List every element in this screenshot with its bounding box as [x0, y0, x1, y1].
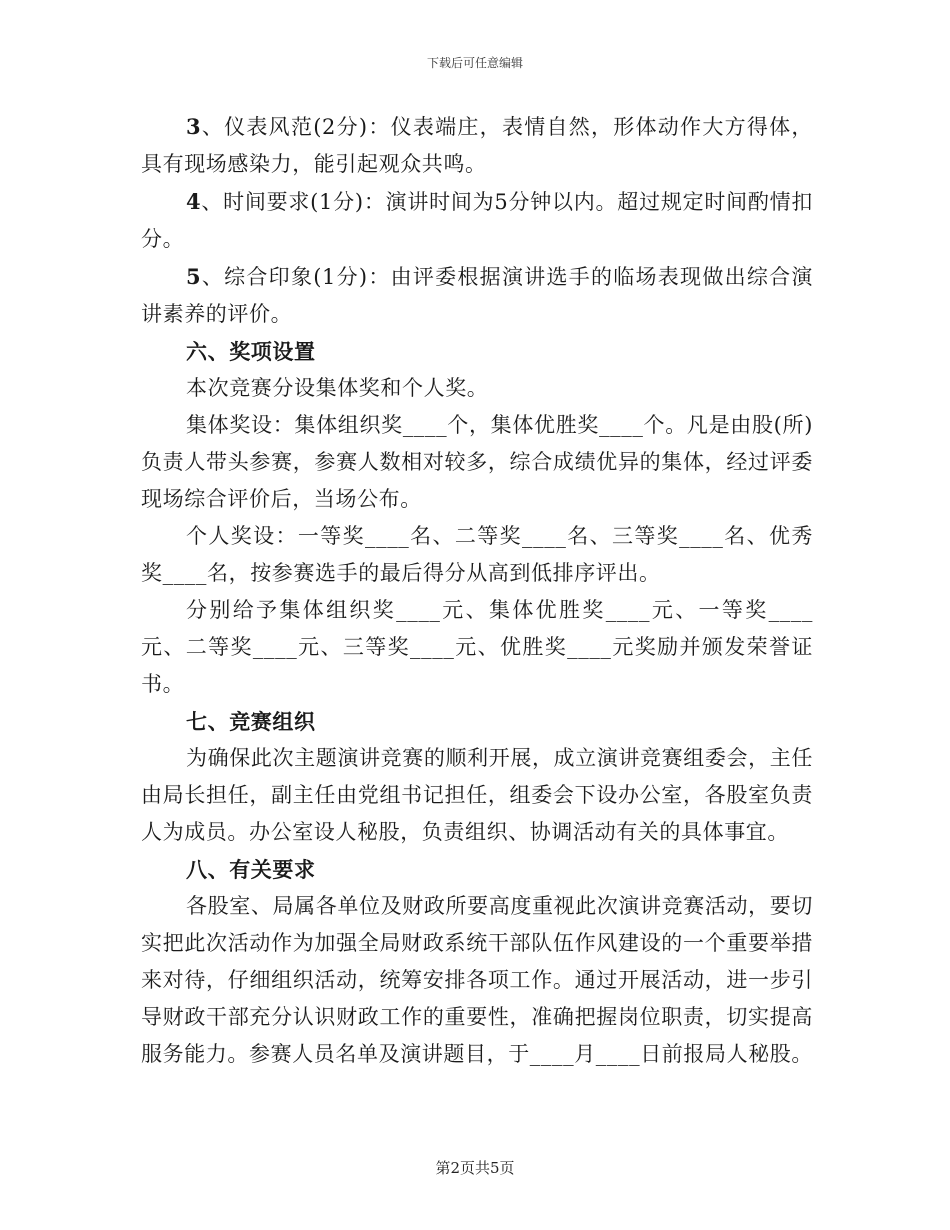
document-body	[141, 108, 813, 1073]
page-header: 下载后可任意编辑	[426, 56, 523, 70]
item-number: 3	[186, 114, 202, 139]
item-number: 4	[186, 189, 202, 214]
section-heading-awards: 六、奖项设置	[186, 339, 316, 364]
paragraph: 本次竞赛分设集体奖和个人奖。	[186, 376, 489, 400]
page-number: 第2页共5页	[435, 1159, 515, 1177]
section-heading-organization: 七、竞赛组织	[186, 709, 316, 734]
paragraph-item-4	[141, 183, 813, 258]
paragraph-text: 、仪表风范(2分)：仪表端庄，表情自然，形体动作大方得体，具有现场感染力，能引起观众共鸣。	[141, 115, 813, 176]
paragraph: 各股室、局属各单位及财政所要高度重视此次演讲竞赛活动，要切实把此次活动作为加强全局财政系统干部队伍作风建设的一个重要举措来对待，仔细组织活动，统筹安排各项工作。通过开展活动，进一步引导财政干部充分认识财政工作的重要性，准确把握岗位职责，切实提高服务能力。参赛人员名单及演讲题目，于____月____日前报局人秘股。	[141, 894, 813, 1066]
paragraph: 集体奖设：集体组织奖____个，集体优胜奖____个。凡是由股(所)负责人带头参赛，参赛人数相对较多，综合成绩优异的集体，经过评委现场综合评价后，当场公布。	[141, 413, 813, 511]
paragraph: 为确保此次主题演讲竞赛的顺利开展，成立演讲竞赛组委会，主任由局长担任，副主任由党组书记担任，组委会下设办公室，各股室负责人为成员。办公室设人秘股，负责组织、协调活动有关的具体事宜。	[141, 746, 813, 844]
paragraph: 分别给予集体组织奖____元、集体优胜奖____元、一等奖____元、二等奖____元、三等奖____元、优胜奖____元奖励并颁发荣誉证书。	[141, 598, 813, 696]
paragraph-item-3	[141, 108, 813, 183]
section-heading-requirements: 八、有关要求	[186, 857, 316, 882]
item-number: 5	[186, 264, 202, 289]
paragraph: 个人奖设：一等奖____名、二等奖____名、三等奖____名、优秀奖____名，按参赛选手的最后得分从高到低排序评出。	[141, 524, 813, 585]
paragraph-item-5	[141, 258, 813, 333]
paragraph-text: 、综合印象(1分)：由评委根据演讲选手的临场表现做出综合演讲素养的评价。	[141, 265, 813, 326]
paragraph-text: 、时间要求(1分)：演讲时间为5分钟以内。超过规定时间酌情扣分。	[141, 190, 813, 251]
